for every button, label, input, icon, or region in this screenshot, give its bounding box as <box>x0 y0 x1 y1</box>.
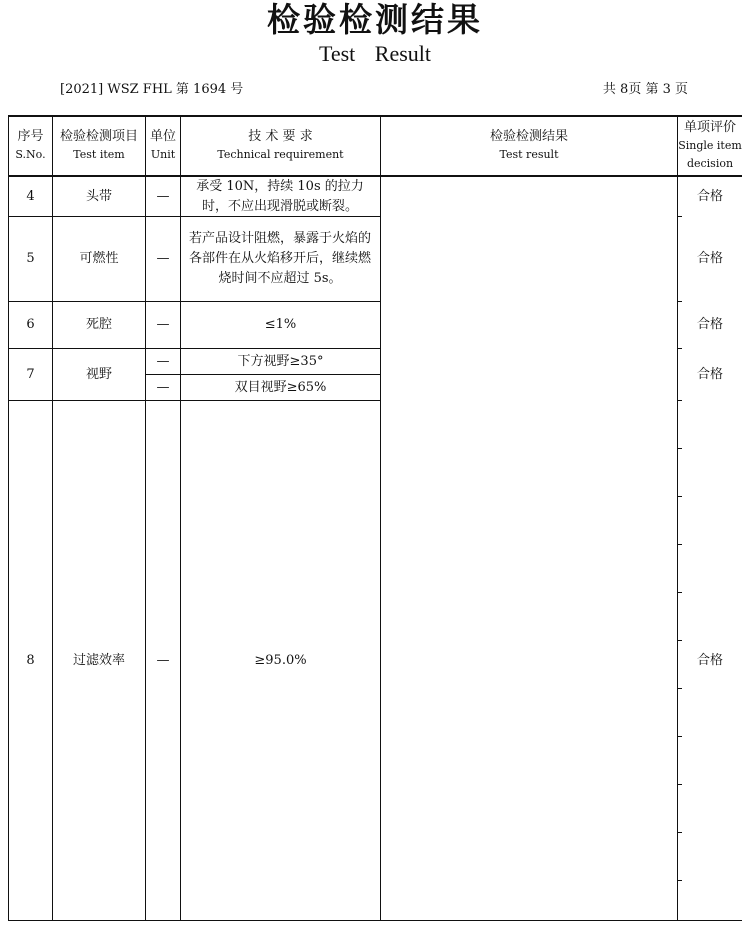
row-unit: — <box>156 251 170 266</box>
row-decision: 合格 <box>696 652 723 668</box>
header-item-en: Test item <box>73 148 125 161</box>
header-sno <box>9 117 52 175</box>
header-sno-cn: 序号 <box>17 129 44 144</box>
row-unit: — <box>156 652 170 668</box>
table-bottom-border <box>8 920 742 921</box>
row-no: 4 <box>26 188 35 204</box>
subrow-unit: — <box>156 353 170 369</box>
header-decision-en1: Single item <box>678 139 742 152</box>
header-decision <box>678 117 742 175</box>
page-title-cn: 检验检测结果 <box>267 0 483 39</box>
row-no: 6 <box>26 317 35 332</box>
row-decision: 合格 <box>696 188 723 204</box>
row-item: 视野 <box>85 366 112 382</box>
scan-tick <box>678 880 682 881</box>
row-unit: — <box>156 188 170 204</box>
header-decision-cn: 单项评价 <box>683 120 736 135</box>
header-unit-en: Unit <box>150 148 176 161</box>
row-item: 可燃性 <box>79 251 119 266</box>
scan-tick <box>678 784 682 785</box>
scan-tick <box>678 348 682 349</box>
row-no: 5 <box>26 251 35 266</box>
header-decision-en2: decision <box>686 157 734 170</box>
report-number: [2021] WSZ FHL 第 1694 号 <box>60 82 244 97</box>
scan-tick <box>678 544 682 545</box>
header-item <box>53 117 145 175</box>
row-decision: 合格 <box>696 251 723 266</box>
header-req-cn: 技 术 要 求 <box>248 129 313 144</box>
scan-tick <box>678 216 682 217</box>
scan-tick <box>678 640 682 641</box>
scan-tick <box>678 736 682 737</box>
row-requirement: 若产品设计阻燃，暴露于火焰的各部件在从火焰移开后，继续燃烧时间不应超过 5s。 <box>188 231 371 286</box>
subrow-requirement: 双目视野≥65% <box>234 379 327 395</box>
header-unit <box>146 117 180 175</box>
row-decision: 合格 <box>696 317 723 332</box>
row-requirement: ≤1% <box>264 317 297 332</box>
header-item-cn: 检验检测项目 <box>59 129 138 144</box>
header-result-cn: 检验检测结果 <box>489 129 568 144</box>
header-requirement <box>181 117 380 175</box>
row-unit: — <box>156 317 170 332</box>
scan-tick <box>678 301 682 302</box>
row-requirement: 承受 10N，持续 10s 的拉力时，不应出现滑脱或断裂。 <box>196 178 364 214</box>
page-info: 共 8页 第 3 页 <box>602 82 688 97</box>
scan-tick <box>678 592 682 593</box>
scan-tick <box>678 448 682 449</box>
subrow-unit: — <box>156 379 170 395</box>
row-no: 8 <box>26 652 35 668</box>
header-sno-en: S.No. <box>15 148 46 161</box>
header-result-en: Test result <box>499 148 559 161</box>
page-title-en: Test Result <box>318 41 432 66</box>
subrow-requirement: 下方视野≥35° <box>237 353 324 369</box>
row-item: 死腔 <box>85 317 112 332</box>
row-item: 头带 <box>85 188 112 204</box>
header-req-en: Technical requirement <box>217 148 344 161</box>
row-no: 7 <box>26 366 35 382</box>
row-decision: 合格 <box>696 366 723 382</box>
row-item: 过滤效率 <box>72 652 125 668</box>
scan-tick <box>678 496 682 497</box>
header-result <box>381 117 677 175</box>
scan-tick <box>678 688 682 689</box>
scan-tick <box>678 832 682 833</box>
col-border <box>380 115 381 921</box>
row-requirement: ≥95.0% <box>254 652 307 668</box>
scan-tick <box>678 400 682 401</box>
header-unit-cn: 单位 <box>149 129 176 144</box>
